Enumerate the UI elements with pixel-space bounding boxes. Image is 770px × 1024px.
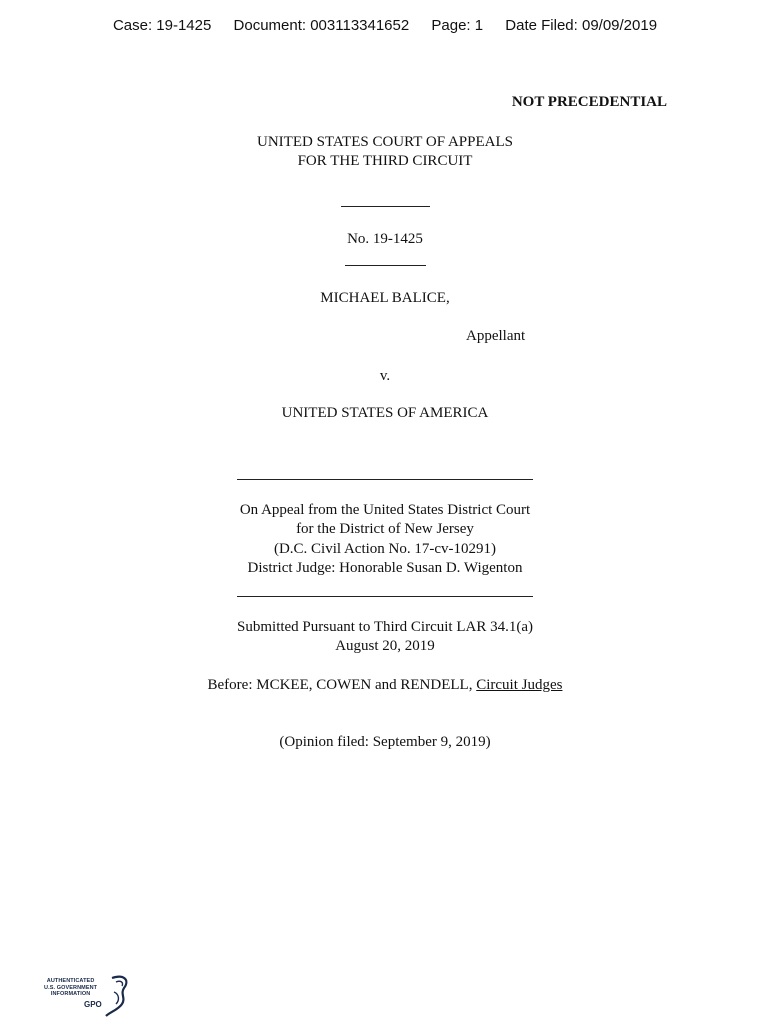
court-name-line2: FOR THE THIRD CIRCUIT <box>297 153 473 169</box>
divider-rule <box>237 596 533 597</box>
gpo-seal-text <box>44 978 97 998</box>
divider-rule <box>345 265 426 266</box>
appellant-role: Appellant <box>466 328 526 344</box>
court-name-line1: UNITED STATES COURT OF APPEALS <box>257 134 513 150</box>
district-judge: District Judge: Honorable Susan D. Wigenton <box>247 560 523 576</box>
opinion-filed-date: (Opinion filed: September 9, 2019) <box>279 734 491 750</box>
panel-judges-names: Before: MCKEE, COWEN and RENDELL, <box>207 677 477 693</box>
page-header <box>0 17 770 34</box>
appellee-name: UNITED STATES OF AMERICA <box>281 405 489 421</box>
appeal-origin-line1: On Appeal from the United States District Court <box>239 502 531 518</box>
appeal-origin-line2: for the District of New Jersey <box>296 521 474 537</box>
precedential-status: NOT PRECEDENTIAL <box>511 94 667 110</box>
appellant-name: MICHAEL BALICE, <box>320 290 450 306</box>
seal-line2: U.S. GOVERNMENT <box>44 984 98 991</box>
case-number: No. 19-1425 <box>347 231 423 247</box>
seal-line3: INFORMATION <box>50 991 91 997</box>
seal-line1: AUTHENTICATED <box>46 978 95 984</box>
submission-date: August 20, 2019 <box>335 638 435 654</box>
versus: v. <box>379 368 391 384</box>
date-filed-header: Date Filed: 09/09/2019 <box>505 17 658 34</box>
divider-rule <box>237 479 533 480</box>
case-number-header: Case: 19-1425 <box>112 17 212 34</box>
page-number-header: Page: 1 <box>431 17 484 34</box>
panel-judges-title: Circuit Judges <box>476 677 563 693</box>
document-number-header: Document: 003113341652 <box>233 17 410 34</box>
gpo-brand: GPO <box>84 1000 102 1009</box>
civil-action-number: (D.C. Civil Action No. 17-cv-10291) <box>273 541 497 557</box>
submission-statement: Submitted Pursuant to Third Circuit LAR 34.1(a) <box>237 619 533 635</box>
divider-rule <box>341 206 430 207</box>
panel-judges <box>0 676 770 695</box>
